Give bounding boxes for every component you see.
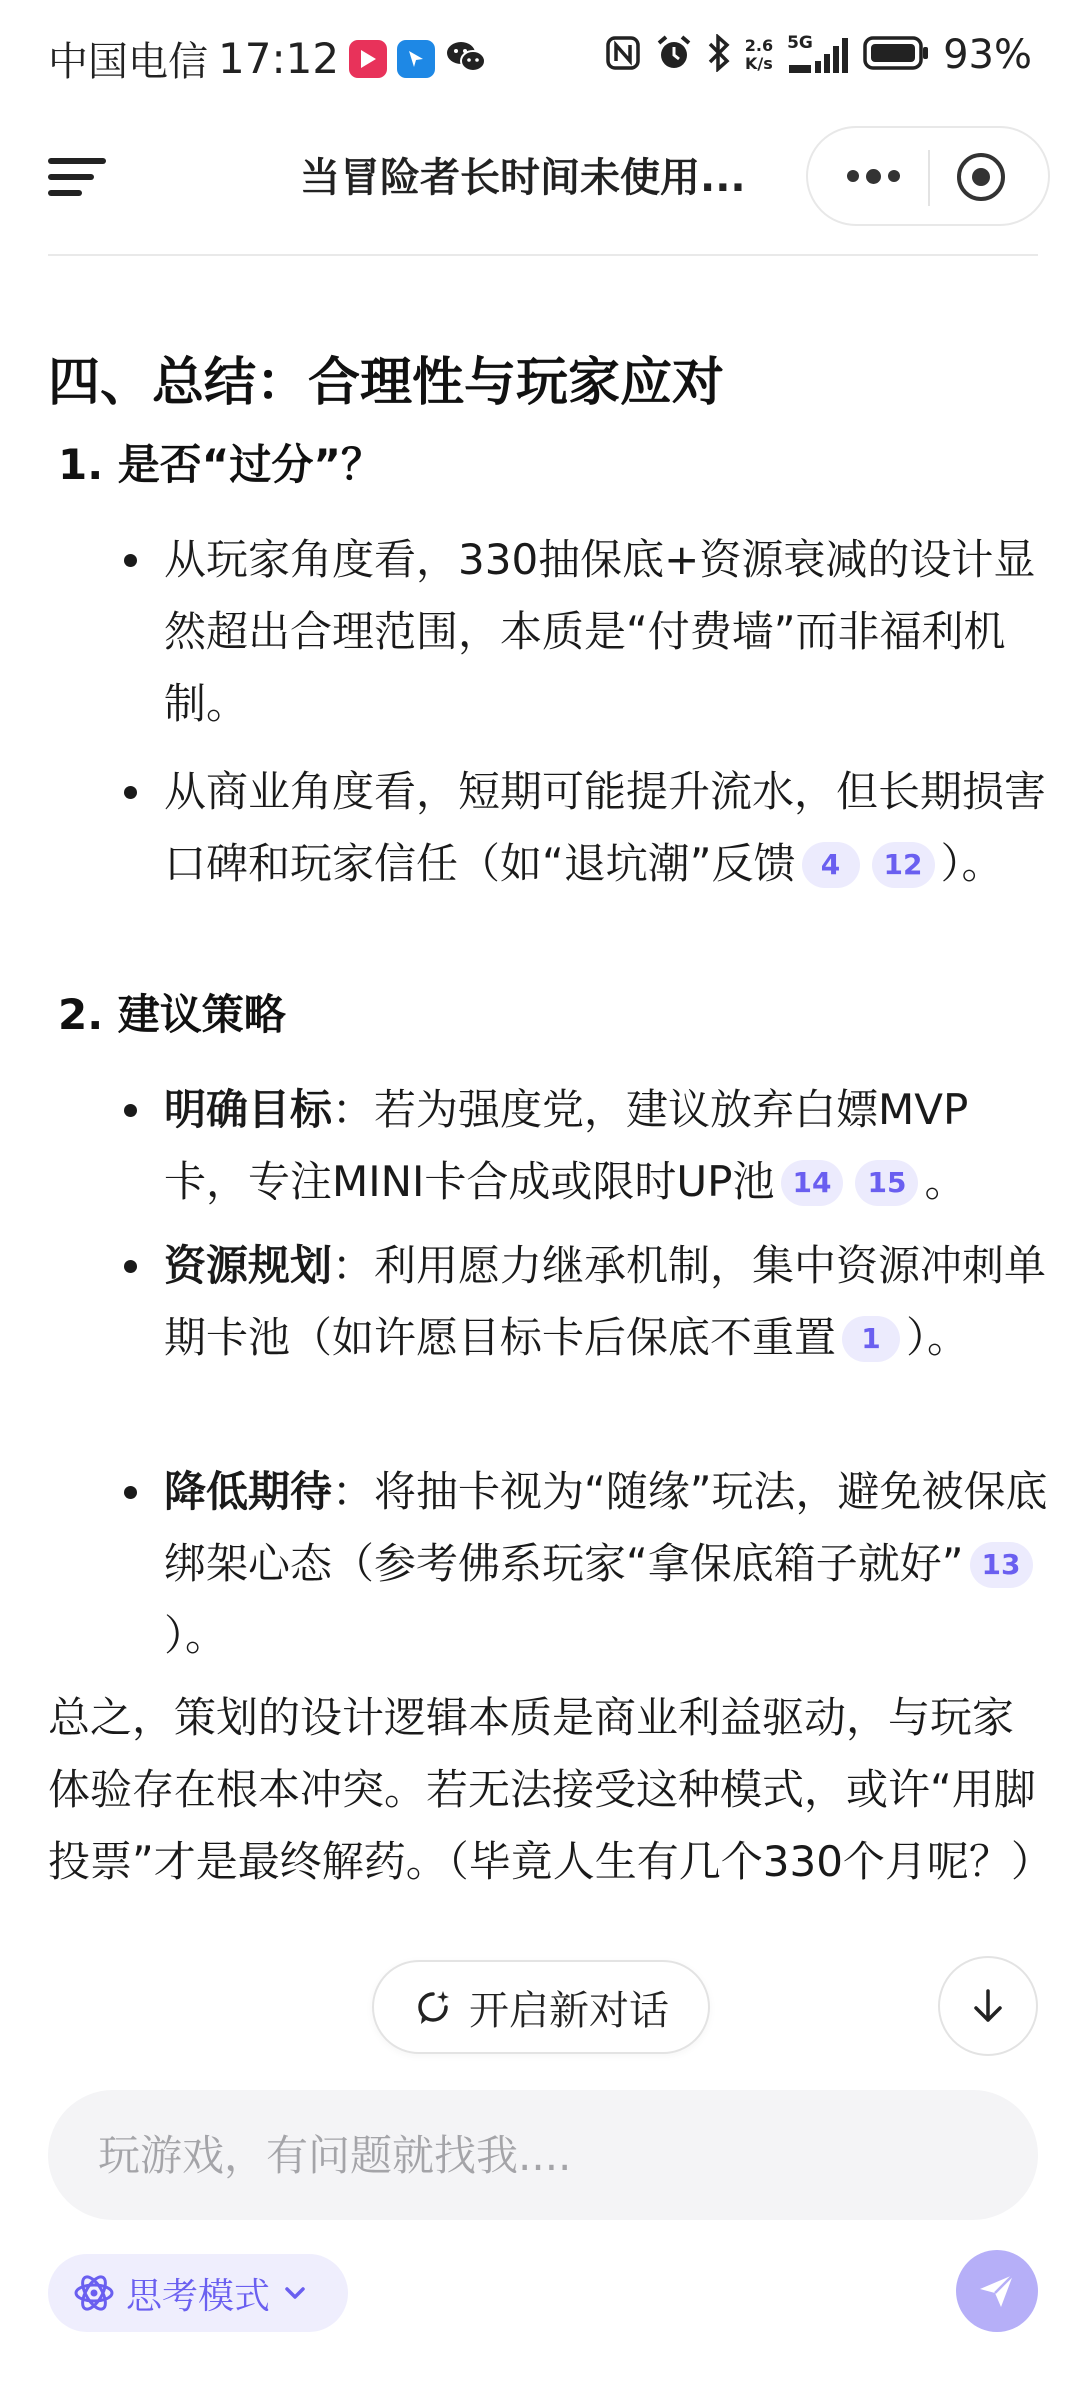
- chat-input-container: [48, 2090, 1038, 2220]
- mini-program-capsule: [806, 126, 1050, 226]
- list-item-title-2: 2. 建议策略: [58, 990, 286, 1039]
- thinking-mode-button[interactable]: [48, 2254, 348, 2332]
- status-time: 17:12: [218, 34, 340, 83]
- capsule-divider: [928, 150, 930, 206]
- list-item: 明确目标：若为强度党，建议放弃白嫖MVP卡，专注MINI卡合成或限时UP池 14 15 。: [110, 1074, 1050, 1218]
- new-chat-label: 开启新对话: [469, 1987, 669, 2034]
- app-header: [0, 120, 1080, 255]
- citation-badge[interactable]: 13: [970, 1542, 1033, 1588]
- battery-icon: [863, 35, 929, 75]
- wechat-icon: [445, 39, 487, 79]
- summary-paragraph: 总之，策划的设计逻辑本质是商业利益驱动，与玩家体验存在根本冲突。若无法接受这种模式，或许“用脚投票”才是最终解药。（毕竟人生有几个330个月呢？）: [48, 1693, 1053, 1886]
- signal-icon: 5G: [787, 35, 849, 75]
- carrier-label: 中国电信: [48, 39, 208, 85]
- citation-badge[interactable]: 4: [802, 842, 860, 888]
- thinking-mode-icon: [72, 2271, 116, 2315]
- header-divider: [48, 254, 1038, 256]
- more-icon: [847, 170, 859, 182]
- network-speed: 2.6 K/s: [744, 36, 774, 73]
- battery-percentage: 93%: [943, 32, 1032, 78]
- scroll-to-bottom-button[interactable]: [938, 1956, 1038, 2056]
- status-bar: [0, 0, 1080, 120]
- more-button[interactable]: [828, 128, 918, 224]
- nfc-icon: [605, 35, 641, 75]
- section-heading: 四、总结：合理性与玩家应对: [48, 353, 725, 413]
- maps-app-icon: [397, 40, 435, 78]
- list-item: 从商业角度看，短期可能提升流水，但长期损害口碑和玩家信任（如“退坑潮”反馈 4 12 ）。: [110, 756, 1050, 900]
- citation-badge[interactable]: 12: [872, 842, 935, 888]
- chat-input[interactable]: [98, 2090, 978, 2220]
- video-app-icon: [349, 40, 387, 78]
- list-item: 从玩家角度看，330抽保底+资源衰减的设计显然超出合理范围，本质是“付费墙”而非福利机制。: [110, 524, 1050, 740]
- new-chat-button[interactable]: [372, 1960, 710, 2054]
- bullet-dot: [124, 1486, 137, 1499]
- citation-badge[interactable]: 14: [781, 1160, 844, 1206]
- menu-icon: [48, 144, 114, 210]
- send-icon: [975, 2269, 1019, 2313]
- bullet-dot: [124, 554, 137, 567]
- bluetooth-icon: [707, 34, 731, 76]
- alarm-icon: [655, 34, 693, 76]
- page-title: 当冒险者长时间未使用...: [300, 155, 746, 201]
- thinking-mode-label: 思考模式: [126, 2275, 271, 2317]
- citation-badge[interactable]: 1: [842, 1316, 900, 1362]
- arrow-down-icon: [968, 1986, 1008, 2026]
- bullet-dot: [124, 786, 137, 799]
- menu-button[interactable]: [48, 144, 114, 210]
- send-button[interactable]: [956, 2250, 1038, 2332]
- list-item: 资源规划：利用愿力继承机制，集中资源冲刺单期卡池（如许愿目标卡后保底不重置 1 ）。: [110, 1230, 1050, 1374]
- bullet-dot: [124, 1104, 137, 1117]
- close-mini-program-button[interactable]: [954, 150, 1008, 204]
- citation-badge[interactable]: 15: [855, 1160, 918, 1206]
- new-chat-icon: [413, 1987, 453, 2027]
- chevron-down-icon: [280, 2278, 310, 2308]
- list-item-title-1: 1. 是否“过分”？: [58, 440, 384, 489]
- list-item: 降低期待：将抽卡视为“随缘”玩法，避免被保底绑架心态（参考佛系玩家“拿保底箱子就好” 13）。: [110, 1456, 1050, 1672]
- target-close-icon: [954, 150, 1008, 204]
- bullet-dot: [124, 1260, 137, 1273]
